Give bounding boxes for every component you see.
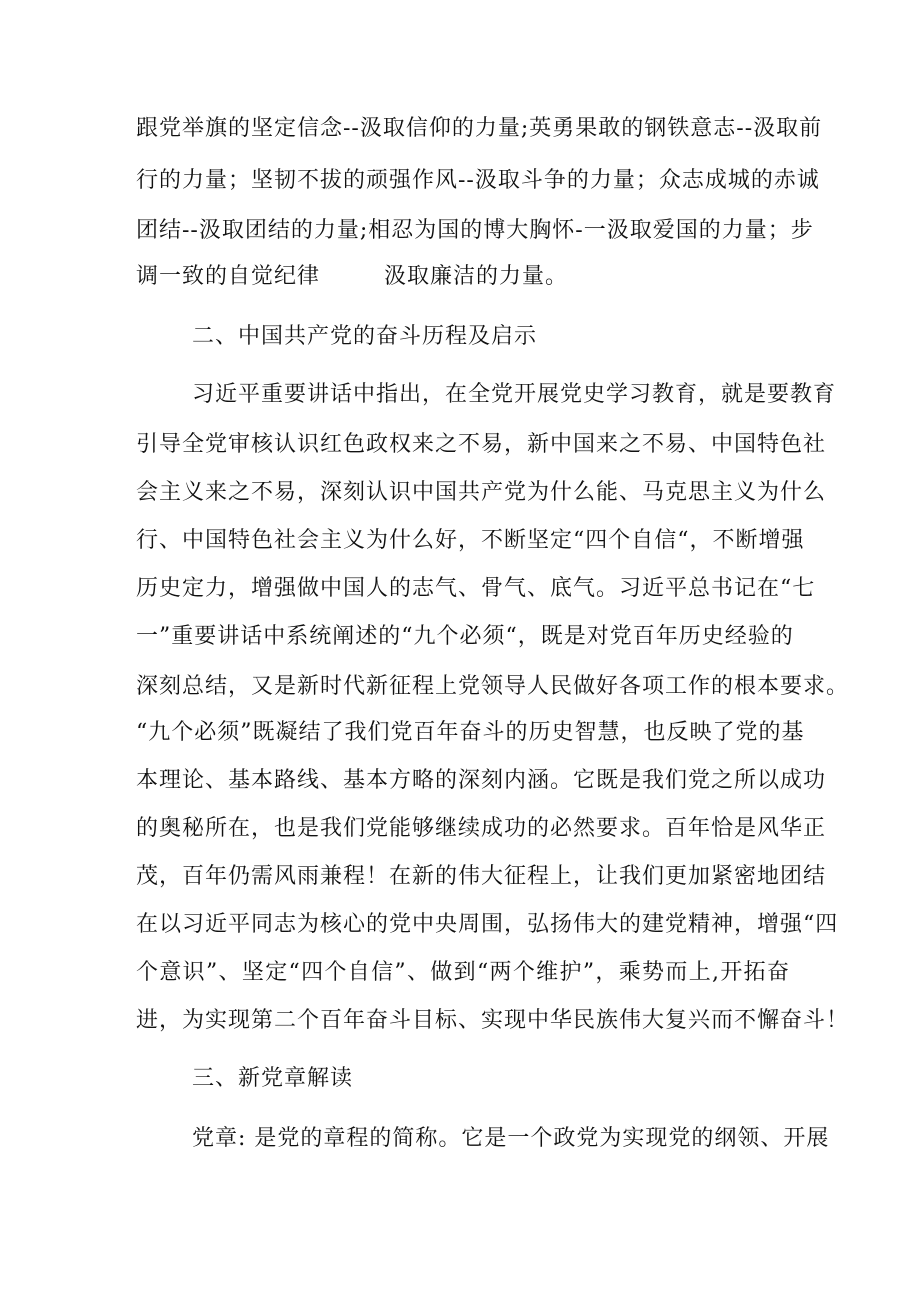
paragraph-2-line-4: 行、中国特色社会主义为什么好，不断坚定“四个自信“，不断增强: [136, 528, 805, 553]
paragraph-2-line-2: 引导全党审核认识红色政权来之不易，新中国来之不易、中国特色社: [136, 432, 827, 457]
paragraph-2-line-8: “九个必须”既凝结了我们党百年奋斗的历史智慧，也反映了党的基: [136, 720, 805, 745]
paragraph-2-line-12: 在以习近平同志为核心的党中央周围，弘扬伟大的建党精神，增强“四: [136, 912, 839, 937]
section-heading-2: 二、中国共产党的奋斗历程及启示: [192, 324, 538, 349]
paragraph-2-line-9: 本理论、基本路线、基本方略的深刻内涵。它既是我们党之所以成功: [136, 768, 827, 793]
paragraph-1-line-1: 跟党举旗的坚定信念--汲取信仰的力量;英勇果敢的钢铁意志--汲取前: [136, 116, 823, 141]
paragraph-2-line-3: 会主义来之不易，深刻认识中国共产党为什么能、马克思主义为什么: [136, 480, 827, 505]
paragraph-1-line-2: 行的力量；坚韧不拔的顽强作风--汲取斗争的力量；众志成城的赤诚: [136, 168, 820, 193]
paragraph-2-line-5: 历史定力，增强做中国人的志气、骨气、底气。习近平总书记在“七: [136, 576, 816, 601]
paragraph-2-line-13: 个意识”、坚定“四个自信”、做到“两个维护”，乘势而上,开拓奋: [136, 960, 790, 985]
paragraph-2-line-6: 一”重要讲话中系统阐述的“九个必须“，既是对党百年历史经验的: [136, 624, 794, 649]
paragraph-2-line-7: 深刻总结，又是新时代新征程上党领导人民做好各项工作的根本要求。: [136, 674, 850, 699]
paragraph-2-line-11: 茂，百年仍需风雨兼程！在新的伟大征程上，让我们更加紧密地团结: [136, 864, 827, 889]
section-heading-3: 三、新党章解读: [192, 1066, 354, 1091]
paragraph-2-line-14: 进，为实现第二个百年奋斗目标、实现中华民族伟大复兴而不懈奋斗！: [136, 1008, 850, 1033]
paragraph-1-line-3: 团结--汲取团结的力量;相忍为国的博大胸怀-一汲取爱国的力量；步: [136, 218, 814, 243]
paragraph-2-line-1: 习近平重要讲话中指出，在全党开展党史学习教育，就是要教育: [192, 382, 837, 407]
paragraph-3-line-1: 党章: 是党的章程的简称。它是一个政党为实现党的纲领、开展: [192, 1126, 830, 1151]
paragraph-1-line-4: 调一致的自觉纪律 汲取廉洁的力量。: [136, 264, 568, 289]
paragraph-2-line-10: 的奥秘所在，也是我们党能够继续成功的必然要求。百年恰是风华正: [136, 816, 827, 841]
